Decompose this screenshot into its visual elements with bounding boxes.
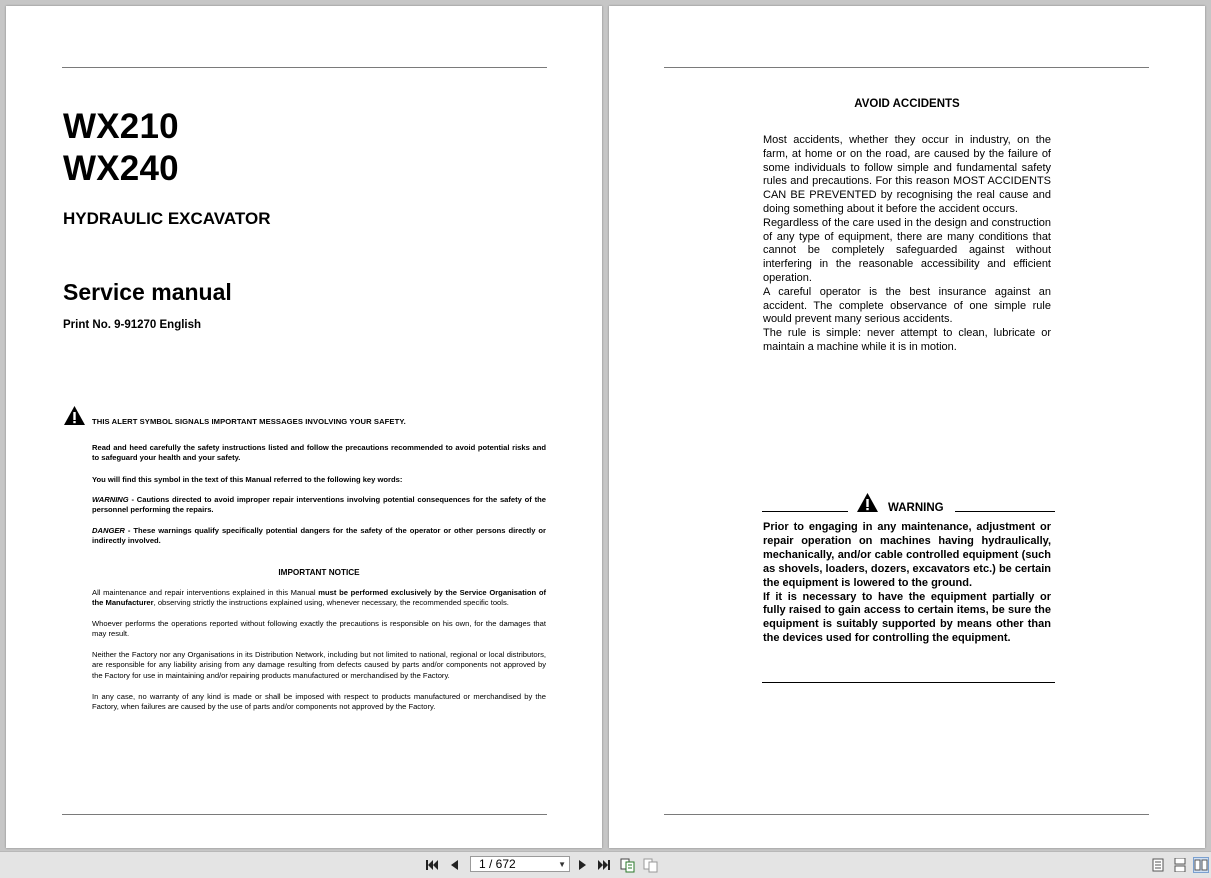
page-layout-icon[interactable]: [620, 857, 636, 873]
page-left: [6, 6, 602, 848]
last-page-icon[interactable]: [596, 857, 612, 873]
avoid-accidents-body: Most accidents, whether they occur in industry, on the farm, at home or on the road, are caused by the failure of some individuals to follow simple and fundamental safety rules and precautions. For this reason MOST ACCIDENTS CAN BE PREVENTED by recognising the real cause and doing something about it before the accident occurs. Regardless of the care used in the design and construction of any type of equipment, there are many conditions that cannot be completely safeguarded against without interfering in the reasonable accessibility and efficient operation. A careful operator is the best insurance against an accident. The complete observance of one simple rule would prevent many serious accidents. The rule is simple: never attempt to clean, lubricate or maintain a machine while it is in motion.: [763, 134, 1051, 353]
warning-text: Prior to engaging in any maintenance, adjustment or repair operation on machines having hydraulically, mechanically, and/or cable controlled equipment (such as shovels, loaders, dozers, excavators etc.) be certain the equipment is lowered to the ground. If it is necessary to have the equipment partially or fully raised to gain access to certain items, be sure the equipment is suitably supported by means other than the devices used for controlling the equipment.: [763, 521, 1051, 645]
page-right: [609, 6, 1205, 848]
warning-rule-left: [762, 511, 848, 512]
warning-triangle-icon: [856, 492, 879, 513]
notice-p1-start: All maintenance and repair interventions explained in this Manual: [92, 588, 319, 597]
symbol-keywords-paragraph: You will find this symbol in the text of this Manual referred to the following key words:: [92, 475, 403, 484]
warning-label: WARNING: [888, 502, 944, 514]
page-layout-alt-icon[interactable]: [643, 857, 659, 873]
prev-page-icon[interactable]: [447, 857, 461, 873]
next-page-icon[interactable]: [576, 857, 590, 873]
page-number-input[interactable]: [470, 856, 570, 872]
bottom-rule: [62, 814, 547, 815]
page-indicator: 1 / 672: [479, 857, 516, 871]
important-notice-title: IMPORTANT NOTICE: [278, 568, 360, 577]
model-title-2: WX240: [63, 149, 179, 188]
notice-paragraph-2: Whoever performs the operations reported without following exactly the precautions is responsible on his own, for the damages that may result.: [92, 619, 546, 639]
notice-p1-end: , observing strictly the instructions explained using, whenever necessary, the recommended specific tools.: [153, 598, 509, 608]
notice-paragraph-4: In any case, no warranty of any kind is made or shall be imposed with respect to products manufactured or merchandised by the Factory, when failures are caused by the use of parts and/or components not approved by the Factory.: [92, 692, 546, 712]
viewer-toolbar: [0, 851, 1211, 878]
manual-title: Service manual: [63, 279, 232, 305]
warning-definition: [92, 495, 546, 516]
product-subtitle: HYDRAULIC EXCAVATOR: [63, 209, 271, 228]
notice-p1-bold: must be performed exclusively by the Service Organisation of the Manufacturer: [92, 588, 546, 608]
notice-paragraph-1: [92, 588, 546, 609]
notice-paragraph-3: Neither the Factory nor any Organisations in its Distribution Network, including but not limited to national, regional or local distributors, are responsible for any liability arising from any damage resulting from defects caused by parts and/or components not approved by the Factory for use in maintaining and/or repairing products manufactured or merchandised by the Factory.: [92, 650, 546, 680]
safety-read-paragraph: Read and heed carefully the safety instructions listed and follow the precautions recommended to avoid potential risks and to safeguard your health and your safety.: [92, 443, 546, 463]
danger-keyword: DANGER: [92, 526, 125, 535]
model-title-1: WX210: [63, 107, 179, 146]
top-rule: [664, 67, 1149, 68]
print-number: Print No. 9-91270 English: [63, 319, 202, 331]
alert-symbol-text: THIS ALERT SYMBOL SIGNALS IMPORTANT MESSAGES INVOLVING YOUR SAFETY.: [92, 417, 406, 426]
warning-definition-text: - Cautions directed to avoid improper repair interventions involving potential consequences for the safety of the personnel performing the repairs.: [92, 495, 546, 515]
bottom-rule: [664, 814, 1149, 815]
alert-triangle-icon: [63, 405, 86, 426]
warning-rule-bottom: [762, 682, 1055, 683]
top-rule: [62, 67, 547, 68]
facing-page-icon[interactable]: [1193, 857, 1209, 873]
danger-definition-text: - These warnings qualify specifically potential dangers for the safety of the operator or other persons directly or indirectly involved.: [92, 526, 546, 546]
warning-keyword: WARNING: [92, 495, 129, 504]
danger-definition: [92, 526, 546, 547]
warning-rule-right: [955, 511, 1055, 512]
first-page-icon[interactable]: [424, 857, 440, 873]
continuous-page-icon[interactable]: [1173, 857, 1187, 873]
single-page-icon[interactable]: [1151, 857, 1165, 873]
avoid-accidents-title: AVOID ACCIDENTS: [854, 98, 960, 110]
page-dropdown-icon[interactable]: ▼: [558, 860, 566, 869]
